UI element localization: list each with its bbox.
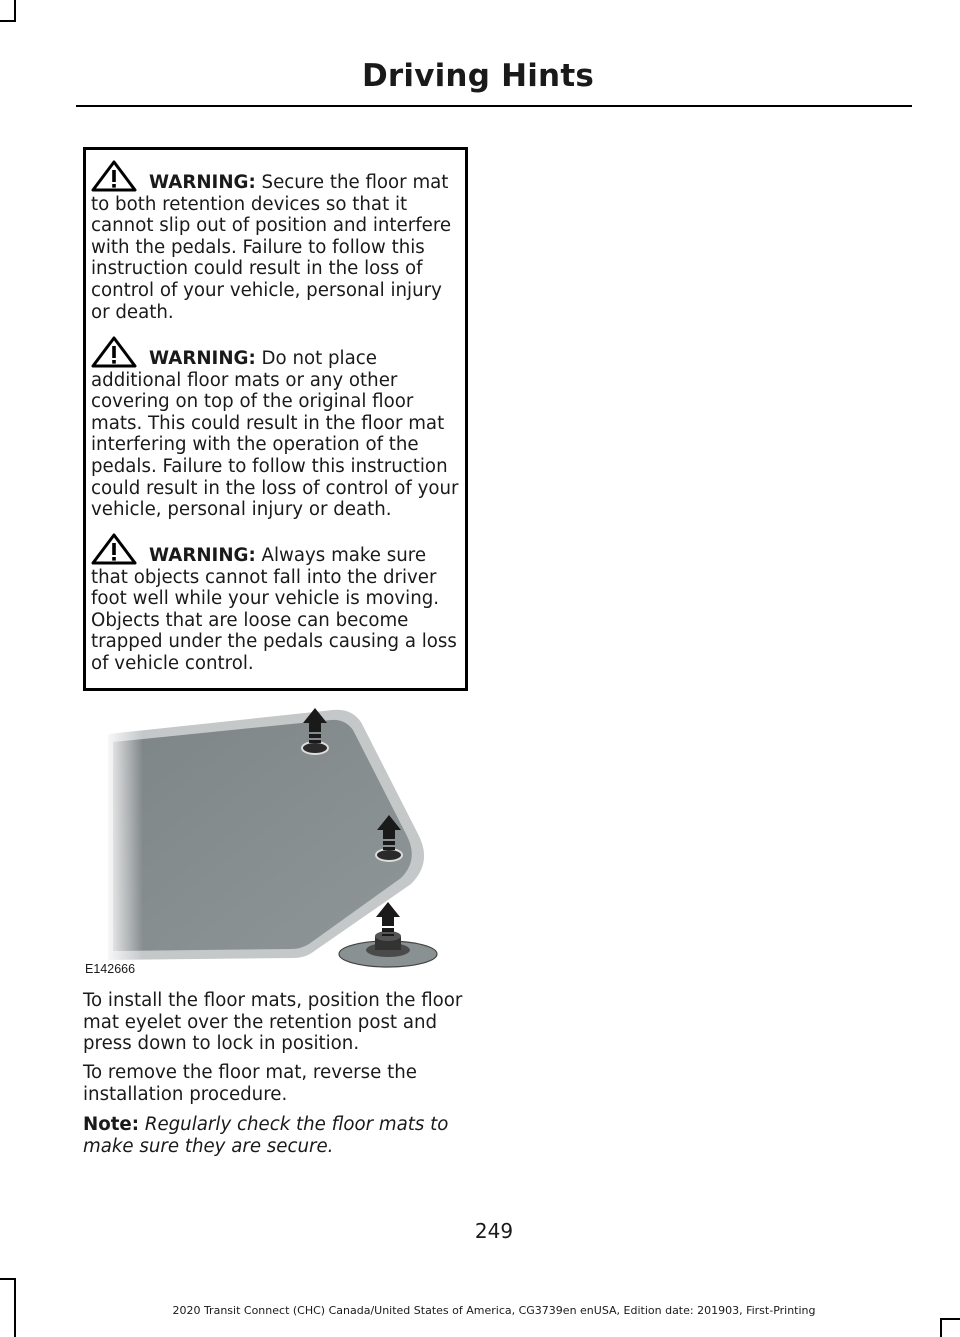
header-rule — [76, 105, 912, 107]
remove-paragraph: To remove the floor mat, reverse the installation procedure. — [83, 1062, 417, 1105]
warning-label: WARNING: — [149, 545, 256, 566]
note-text: Regularly check the floor mats to make sure they are secure. — [83, 1114, 449, 1157]
crop-mark — [940, 1318, 960, 1320]
warning-text: Secure the floor mat to both retention devices so that it cannot slip out of position and interfere with the pedals. Failure to follow this instruction could result in the loss of control of your vehicle, personal injury or death. — [91, 172, 452, 323]
figure-id: E142666 — [85, 962, 136, 976]
note-paragraph — [83, 1114, 478, 1157]
warning-3 — [91, 533, 466, 675]
warning-triangle-icon — [91, 336, 137, 368]
footer-text: 2020 Transit Connect (CHC) Canada/United States of America, CG3739en enUSA, Edition date: 201903, First-Printing — [172, 1304, 816, 1317]
crop-mark — [0, 20, 16, 22]
crop-mark — [940, 1318, 942, 1337]
warning-triangle-icon — [91, 160, 137, 192]
warning-text: Always make sure that objects cannot fall into the driver foot well while your vehicle is moving. Objects that are loose can become trapped under the pedals causing a loss of vehicle control. — [91, 545, 457, 674]
note-label: Note: — [83, 1114, 140, 1135]
warning-label: WARNING: — [149, 172, 256, 193]
page-title: Driving Hints — [361, 58, 594, 94]
warning-triangle-icon — [91, 533, 137, 565]
page-number: 249 — [474, 1219, 514, 1243]
install-paragraph: To install the floor mats, position the floor mat eyelet over the retention post and press down to lock in position. — [83, 990, 463, 1055]
warning-text: Do not place additional floor mats or any other covering on top of the original floor mats. This could result in the floor mat interfering with the operation of the pedals. Failure to follow this instruction could result in the loss of control of your vehicle, personal injury or death. — [91, 348, 459, 521]
crop-mark — [0, 1278, 16, 1280]
warning-1 — [91, 160, 466, 323]
warning-2 — [91, 336, 466, 521]
warning-label: WARNING: — [149, 348, 256, 369]
floor-mat-retention-illustration — [83, 702, 468, 982]
crop-mark — [14, 0, 16, 22]
